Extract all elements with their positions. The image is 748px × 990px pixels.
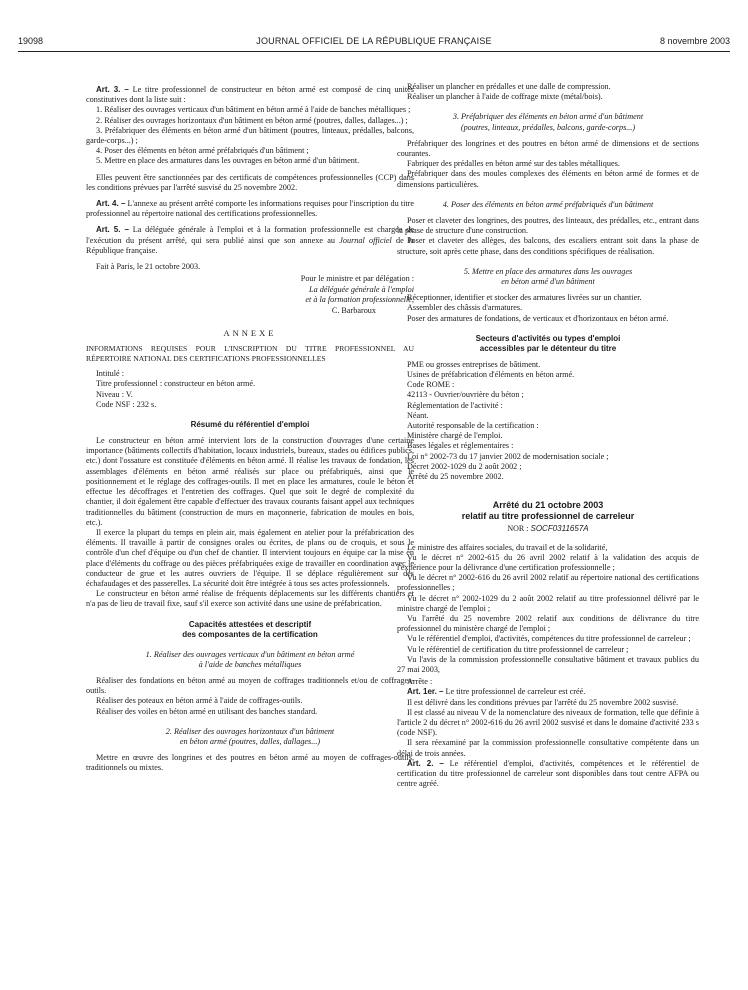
- art4: Art. 4. – L'annexe au présent arrêté comporte les informations requises pour l'inscription du titre professionnel au répertoire national des certifications professionnelles.: [86, 199, 415, 219]
- info-heading: INFORMATIONS REQUISES POUR L'INSCRIPTION DU TITRE PROFESSIONNEL AU RÉPERTOIRE NATIONAL DES CERTIFICATIONS PROFESSIONNELLES: [86, 344, 414, 363]
- item3-title: 3. Préfabriquer des éléments en béton armé d'un bâtiment (poutres, linteaux, prédalles, balcons, garde-corps...): [452, 112, 644, 132]
- left-column: Art. 3. – Le titre professionnel de constructeur en béton armé est composé de cinq unités constitutives dont la liste suit : 1. Réaliser des ouvrages verticaux d'un bâtiment en béton armé à l'aide de banches métalliques ; 2. Réaliser des ouvrages horizontaux d'un bâtiment en béton armé (poutres, dalles, dallages...) ; 3. Préfabriquer des éléments en béton armé d'un bâtiment (poutres, linteaux, prédalles, balcons, garde-corps...) ; 4. Poser des éléments en béton armé préfabriqués d'un bâtiment ; 5. Mettre en place des armatures dans les ouvrages en béton armé d'un bâtiment. Elles peuvent être sanctionnées par des certificats de compétences professionnelles (CCP) dans les conditions prévues par l'arrêté susvisé du 25 novembre 2002. Art. 4. – L'annexe au présent arrêté comporte les informations requises pour l'inscription du titre professionnel au répertoire national des certifications professionnelles. Art. 5. – La déléguée générale à l'emploi et à la formation professionnelle est chargée de l'exécution du présent arrêté, qui sera publié ainsi que son annexe au Journal officiel de la République française. Fait à Paris, le 21 octobre 2003. Pour le ministre et par délégation : La déléguée générale à l'emploi et à la formation professionnelle, C. Barbaroux ANNEXE INFORMATIONS REQUISES POUR L'INSCRIPTION DU TITRE PROFESSIONNEL AU RÉPERTOIRE NATIONAL DES CERTIFICATIONS PROFESSIONNELLES Intitulé : Titre professionnel : constructeur en béton armé. Niveau : V. Code NSF : 232 s. Résumé du référentiel d'emploi Le constructeur en béton armé intervient lors de la construction d'ouvrages d'une certaine importance (bâtiments collectifs d'habitation, locaux industriels, bureaux, stades ou édifices publics, etc.) dont l'ossature est constituée d'éléments en béton armé. Il réalise les travaux de fondation, les assemblages d'éléments en béton armé réalisés sur place ou préfabriqués, ainsi que le positionnement et le réglage des coffrages-outils. Il met en place les armatures, coule le béton et effectue les décoffrages et l'entretien des coffrages. Quel que soit le degré de complexité du chantier, il doit également être capable d'effectuer des travaux courants faisant appel aux techniques traditionnelles du bâtiment (construction de murs en maçonnerie, fabrication de moules en bois, etc.). Il exerce la plupart du temps en plein air, mais également en atelier pour la préfabrication des éléments. Il travaille à partir de consignes orales ou écrites, de plans ou de croquis, et sous le contrôle d'un chef d'équipe ou d'un chef de chantier. Il intervient toujours en équipe car la mise en place d'éléments du coffrage ou des pièces préfabriquées exige de travailler en coordination avec le conducteur de grue et les autres ouvriers de l'équipe. Il se déplace régulièrement sur des échafaudages et des passerelles. La sécurité doit être intégrée à tous ses actes professionnels. Le constructeur en béton armé réalise de fréquents déplacements sur les différents chantiers et n'a pas de lieu de travail fixe, sauf s'il exerce son activité dans une usine de préfabrication. Capacités attestées et descriptif des composantes de la certification 1. Réaliser des ouvrages verticaux d'un bâtiment en béton armé à l'aide de banches métalliques Réaliser des fondations en béton armé au moyen de coffrages traditionnels et/ou de coffrages-outils. Réaliser des poteaux en béton armé à l'aide de coffrages-outils. Réaliser des voiles en béton armé en utilisant des banches standard. 2. Réaliser des ouvrages horizontaux d'un bâtiment en béton armé (poutres, dalles, dallages...) Mettre en œuvre des longrines et des poutres en béton armé au moyen de coffrages-outils, traditionnels ou mixtes.: [86, 85, 415, 773]
- art1: Art. 1er. – Le titre professionnel de carreleur est créé.: [407, 687, 586, 697]
- resume-p3: Le constructeur en béton armé réalise de fréquents déplacements sur les différents chantiers et n'a pas de lieu de travail fixe, sauf s'il exerce son activité dans une usine de préfabrication.: [86, 589, 414, 609]
- fait-a-paris: Fait à Paris, le 21 octobre 2003.: [96, 262, 201, 272]
- unit-3: 3. Préfabriquer des éléments en béton armé d'un bâtiment (poutres, linteaux, prédalles, balcons, garde-corps...) ;: [86, 125, 414, 146]
- item5-title: 5. Mettre en place des armatures dans les ouvrages en béton armé d'un bâtiment: [463, 266, 633, 287]
- unit-5: 5. Mettre en place des armatures dans les ouvrages en béton armé d'un bâtiment.: [96, 156, 360, 166]
- arrete-verb: Arrête :: [407, 677, 433, 687]
- header-rule: [18, 51, 730, 52]
- resume-p2: Il exerce la plupart du temps en plein air, mais également en atelier pour la préfabrication des éléments. Il travaille à partir de consignes orales ou écrites, de plans ou de croquis, et sous le contrôle d'un chef d'équipe ou d'un chef de chantier. Il intervient toujours en équipe car la mise en place d'éléments du coffrage ou des pièces préfabriquées exige de travailler en coordination avec le conducteur de grue et les autres ouvriers de l'équipe. Il se déplace régulièrement sur des échafaudages et des passerelles. La sécurité doit être intégrée à tous ses actes professionnels.: [86, 527, 414, 588]
- art3-label: Art. 3. –: [96, 85, 129, 94]
- item4-title: 4. Poser des éléments en béton armé préfabriqués d'un bâtiment: [442, 199, 654, 209]
- capacites-title: Capacités attestées et descriptif des composantes de la certification: [182, 619, 318, 639]
- resume-title: Résumé du référentiel d'emploi: [190, 420, 310, 430]
- page-header: [18, 36, 730, 50]
- art5: Art. 5. – La déléguée générale à l'emploi et à la formation professionnelle est chargée de l'exécution du présent arrêté, qui sera publié ainsi que son annexe au Journal officiel de la République française.: [86, 225, 414, 255]
- secteurs-title: Secteurs d'activités ou types d'emploi accessibles par le détenteur du titre: [475, 333, 621, 353]
- right-column: Réaliser un plancher en prédalles et une dalle de compression. Réaliser un plancher à l'aide de coffrage mixte (métal/bois). 3. Préfabriquer des éléments en béton armé d'un bâtiment (poutres, linteaux, prédalles, balcons, garde-corps...) Préfabriquer des longrines et des poutres en béton armé de dimensions et de sections courantes. Fabriquer des prédalles en béton armé sur des tables métalliques. Préfabriquer dans des moules complexes des éléments en béton armé de formes et de dimensions particulières. 4. Poser des éléments en béton armé préfabriqués d'un bâtiment Poser et claveter des longrines, des poutres, des linteaux, des prédalles, etc., entrant dans la phase de structure d'une construction. Poser et claveter des allèges, des balcons, des escaliers entrant soit dans la phase de structure, soit après cette phase, dans des conditions spécifiques de réalisation. 5. Mettre en place des armatures dans les ouvrages en béton armé d'un bâtiment Réceptionner, identifier et stocker des armatures livrées sur un chantier. Assembler des châssis d'armatures. Poser des armatures de fondations, de verticaux et d'horizontaux en béton armé. Secteurs d'activités ou types d'emploi accessibles par le détenteur du titre PME ou grosses entreprises de bâtiment. Usines de préfabrication d'éléments en béton armé. Code ROME : 42113 - Ouvrier/ouvrière du béton ; Réglementation de l'activité : Néant. Autorité responsable de la certification : Ministère chargé de l'emploi. Bases légales et réglementaires : Loi n° 2002-73 du 17 janvier 2002 de modernisation sociale ; Décret 2002-1029 du 2 août 2002 ; Arrêté du 25 novembre 2002. Arrêté du 21 octobre 2003 relatif au titre professionnel de carreleur NOR : SOCF0311657A Le ministre des affaires sociales, du travail et de la solidarité, Vu le décret n° 2002-615 du 26 avril 2002 relatif à la validation des acquis de l'expérience pour la délivrance d'une certification professionnelle ; Vu le décret n° 2002-616 du 26 avril 2002 relatif au répertoire national des certifications professionnelles ; Vu le décret n° 2002-1029 du 2 août 2002 relatif au titre professionnel délivré par le ministre chargé de l'emploi ; Vu l'arrêté du 25 novembre 2002 relatif aux conditions de délivrance du titre professionnel du ministère chargé de l'emploi ; Vu le référentiel d'emploi, d'activités, compétences du titre professionnel de carreleur ; Vu le référentiel de certification du titre professionnel de carreleur ; Vu l'avis de la commission professionnelle consultative bâtiment et travaux publics du 27 mai 2003, Arrête : Art. 1er. – Le titre professionnel de carreleur est créé. Il est délivré dans les conditions prévues par l'arrêté du 25 novembre 2002 susvisé. Il est classé au niveau V de la nomenclature des niveaux de formation, telle que définie à l'article 2 du décret n° 2002-616 du 26 avril 2002 susvisé et dans le domaine d'activité 233 s (code NSF). Il sera réexaminé par la commission professionnelle consultative compétente dans un délai de trois années. Art. 2. – Le référentiel d'emploi, d'activités, compétences et le référentiel de certification du titre professionnel de carreleur sont disponibles dans tout centre AFPA ou centre agréé.: [397, 82, 699, 789]
- art3: Art. 3. – Le titre professionnel de constructeur en béton armé est composé de cinq unités constitutives dont la liste suit :: [86, 85, 414, 105]
- arrete-title: Arrêté du 21 octobre 2003 relatif au titre professionnel de carreleur: [461, 500, 635, 522]
- ccp-paragraph: Elles peuvent être sanctionnées par des certificats de compétences professionnelles (CCP) dans les conditions prévues par l'arrêté susvisé du 25 novembre 2002.: [86, 172, 414, 192]
- signatory-name: C. Barbaroux: [331, 305, 376, 315]
- unit-2: 2. Réaliser des ouvrages horizontaux d'un bâtiment en béton armé (poutres, dalles, dallages...) ;: [96, 115, 408, 125]
- annexe-heading: ANNEXE: [223, 328, 277, 339]
- nor-reference: NOR : SOCF0311657A: [507, 524, 589, 534]
- resume-p1: Le constructeur en béton armé intervient lors de la construction d'ouvrages d'une certaine importance (bâtiments collectifs d'habitation, locaux industriels, bureaux, stades ou édifices publics, etc.) dont l'ossature est constituée d'éléments en béton armé. Il réalise les travaux de fondation, les assemblages d'éléments en béton armé réalisés sur place ou préfabriqués, ainsi que le positionnement et le réglage des coffrages-outils. Il met en place les armatures, coule le béton et effectue les décoffrages et l'entretien des coffrages. Quel que soit le degré de complexité du chantier, il doit également être capable d'effectuer des travaux courants faisant appel aux techniques traditionnelles du bâtiment (construction de murs en maçonnerie, fabrication de moules en bois, etc.).: [86, 436, 414, 527]
- item1-title: 1. Réaliser des ouvrages verticaux d'un bâtiment en béton armé à l'aide de banches métalliques: [145, 649, 355, 669]
- unit-4: 4. Poser des éléments en béton armé préfabriqués d'un bâtiment ;: [96, 146, 309, 156]
- issue-date: 8 novembre 2003: [659, 36, 730, 46]
- item2-title: 2. Réaliser des ouvrages horizontaux d'un bâtiment en béton armé (poutres, dalles, dallages...): [165, 726, 335, 746]
- journal-title: JOURNAL OFFICIEL DE LA RÉPUBLIQUE FRANÇAISE: [256, 36, 492, 46]
- art2: Art. 2. – Le référentiel d'emploi, d'activités, compétences et le référentiel de certification du titre professionnel de carreleur sont disponibles dans tout centre AFPA ou centre agréé.: [397, 758, 699, 789]
- signature-block: Pour le ministre et par délégation : La déléguée générale à l'emploi et à la formation professionnelle, C. Barbaroux: [86, 274, 414, 316]
- page-number: 19098: [18, 36, 44, 46]
- unit-1: 1. Réaliser des ouvrages verticaux d'un bâtiment en béton armé à l'aide de banches métalliques ;: [96, 105, 411, 115]
